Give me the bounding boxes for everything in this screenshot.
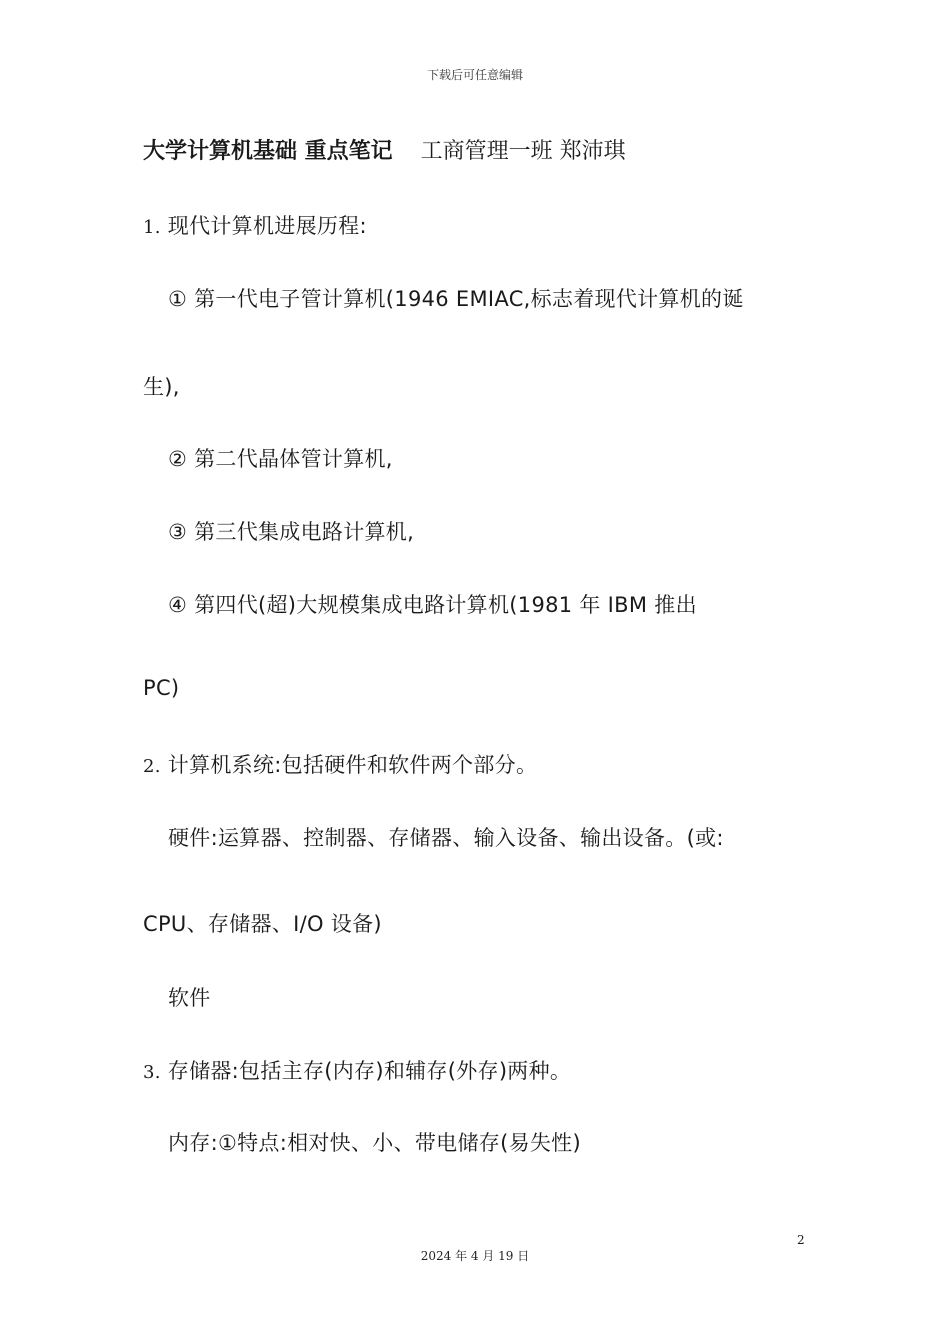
paragraph-line: ④ 第四代(超)大规模集成电路计算机(1981 年 IBM 推出 (168, 593, 697, 617)
title-main: 大学计算机基础 重点笔记 (143, 139, 393, 164)
paragraph-line: ① 第一代电子管计算机(1946 EMIAC,标志着现代计算机的诞 (168, 287, 744, 311)
paragraph-line: 生), (143, 375, 180, 399)
section-heading-3 (143, 1055, 571, 1085)
section-number: 2. (143, 756, 161, 777)
paragraph-line: 软件 (168, 986, 211, 1010)
section-heading-text: 计算机系统:包括硬件和软件两个部分。 (167, 753, 538, 777)
section-heading-text: 现代计算机进展历程: (167, 214, 367, 238)
paragraph-line: CPU、存储器、I/O 设备) (143, 912, 382, 936)
page-number: 2 (797, 1233, 805, 1247)
paragraph-line: ② 第二代晶体管计算机, (168, 447, 393, 471)
section-heading-1 (143, 210, 367, 240)
paragraph-line: 硬件:运算器、控制器、存储器、输入设备、输出设备。(或: (168, 826, 724, 850)
section-number: 3. (143, 1062, 161, 1083)
paragraph-line: PC) (143, 676, 180, 700)
page-header: 下载后可任意编辑 (426, 68, 523, 82)
paragraph-line: ③ 第三代集成电路计算机, (168, 520, 415, 544)
paragraph-line: 内存:①特点:相对快、小、带电储存(易失性) (168, 1131, 581, 1155)
document-title (143, 134, 626, 165)
section-heading-2 (143, 749, 537, 779)
section-heading-text: 存储器:包括主存(内存)和辅存(外存)两种。 (167, 1059, 572, 1083)
section-number: 1. (143, 217, 161, 238)
page-footer-date: 2024 年 4 月 19 日 (420, 1249, 530, 1263)
title-author: 工商管理一班 郑沛琪 (420, 139, 626, 164)
